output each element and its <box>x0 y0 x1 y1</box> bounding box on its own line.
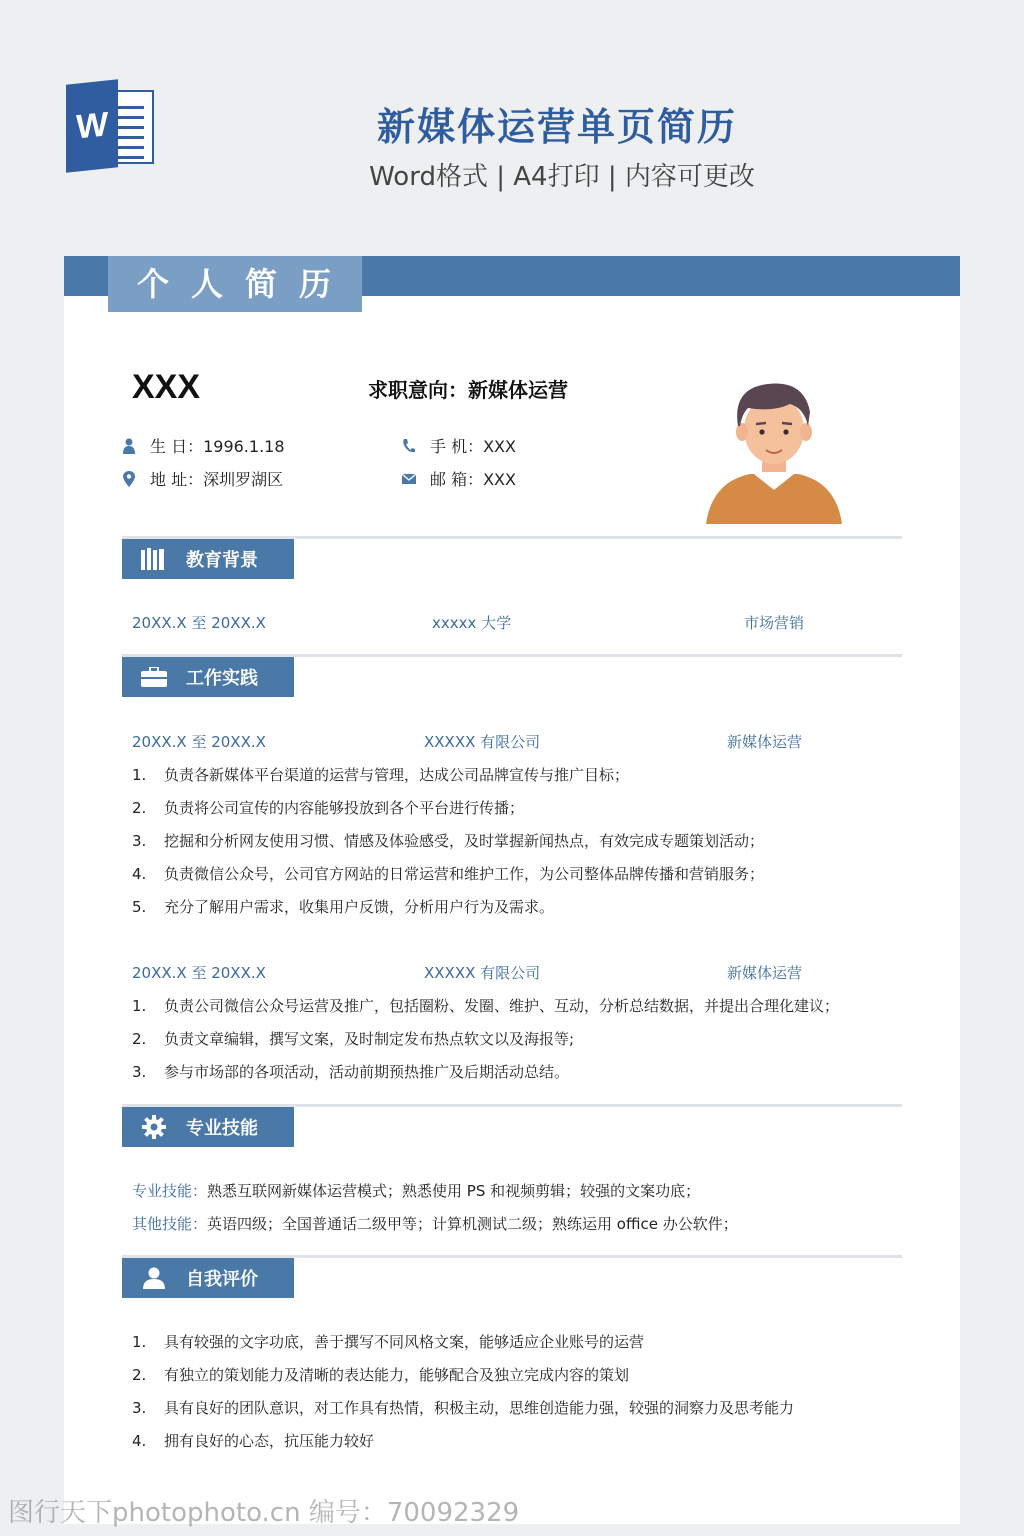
job-period: 20XX.X 至 20XX.X <box>132 964 266 982</box>
avatar <box>704 378 844 526</box>
job-company: XXXXX 有限公司 <box>424 964 541 982</box>
list-item: 3. 具有良好的团队意识，对工作具有热情，积极主动，思维创造能力强，较强的洞察力及思考能力 <box>132 1399 795 1417</box>
candidate-name: XXX <box>132 368 201 406</box>
education-major: 市场营销 <box>744 614 805 632</box>
list-item: 4. 拥有良好的心态，抗压能力较好 <box>132 1432 375 1450</box>
email-info <box>402 467 516 490</box>
user-icon <box>143 1267 165 1289</box>
list-item: 2. 负责文章编辑，撰写文案，及时制定发布热点软文以及海报等; <box>132 1030 575 1048</box>
phone-info <box>402 434 516 457</box>
section-self-eval-header <box>122 1258 294 1298</box>
skill-pro: 专业技能：熟悉互联网新媒体运营模式；熟悉使用 PS 和视频剪辑；较强的文案功底； <box>132 1182 701 1200</box>
resume-paper <box>64 256 960 1524</box>
section-title: 自我评价 <box>186 1269 258 1290</box>
education-school: xxxxx 大学 <box>432 614 512 632</box>
page-subtitle: Word格式 | A4打印 | 内容可更改 <box>369 162 755 192</box>
resume-tag: 个人简历 <box>108 256 362 312</box>
phone-icon <box>402 438 416 454</box>
job-period: 20XX.X 至 20XX.X <box>132 733 266 751</box>
birth-text: 生 日：1996.1.18 <box>150 437 285 456</box>
list-item: 2. 有独立的策划能力及清晰的表达能力，能够配合及独立完成内容的策划 <box>132 1366 630 1384</box>
mail-icon <box>402 471 416 487</box>
section-title: 专业技能 <box>186 1118 258 1139</box>
section-title: 教育背景 <box>186 550 258 571</box>
list-item: 3. 挖掘和分析网友使用习惯、情感及体验感受，及时掌握新闻热点，有效完成专题策划活动； <box>132 832 765 850</box>
list-item: 4. 负责微信公众号，公司官方网站的日常运营和维护工作，为公司整体品牌传播和营销服务； <box>132 865 765 883</box>
list-item: 3. 参与市场部的各项活动，活动前期预热推广及后期活动总结。 <box>132 1063 570 1081</box>
job-intent: 求职意向：新媒体运营 <box>368 378 568 402</box>
list-item: 1. 负责公司微信公众号运营及推广，包括圈粉、发圈、维护、互动，分析总结数据，并提出合理化建议； <box>132 997 840 1015</box>
list-item: 1. 具有较强的文字功底，善于撰写不同风格文案，能够适应企业账号的运营 <box>132 1333 645 1351</box>
list-item: 5. 充分了解用户需求，收集用户反馈，分析用户行为及需求。 <box>132 898 555 916</box>
job-role: 新媒体运营 <box>727 733 803 751</box>
word-logo-letter: W <box>66 79 118 172</box>
books-icon <box>141 548 167 570</box>
email-text: 邮 箱：XXX <box>430 470 516 489</box>
job-role: 新媒体运营 <box>727 964 803 982</box>
gear-icon <box>142 1115 166 1139</box>
briefcase-icon <box>141 667 167 687</box>
location-pin-icon <box>122 471 136 487</box>
page-title: 新媒体运营单页简历 <box>376 105 737 149</box>
address-info <box>122 467 283 490</box>
list-item: 1. 负责各新媒体平台渠道的运营与管理，达成公司品牌宣传与推广目标； <box>132 766 630 784</box>
skill-other: 其他技能：英语四级；全国普通话二级甲等；计算机测试二级；熟练运用 office 办公软件； <box>132 1215 738 1233</box>
section-skills-header <box>122 1107 294 1147</box>
section-education-header <box>122 539 294 579</box>
job-company: XXXXX 有限公司 <box>424 733 541 751</box>
section-work-header <box>122 657 294 697</box>
section-title: 工作实践 <box>186 668 258 689</box>
birth-info <box>122 434 285 457</box>
list-item: 2. 负责将公司宣传的内容能够投放到各个平台进行传播； <box>132 799 525 817</box>
phone-text: 手 机：XXX <box>430 437 516 456</box>
address-text: 地 址：深圳罗湖区 <box>150 470 284 489</box>
person-icon <box>122 438 136 454</box>
education-period: 20XX.X 至 20XX.X <box>132 614 266 632</box>
watermark: 图行天下photophoto.cn 编号：70092329 <box>8 1498 520 1528</box>
